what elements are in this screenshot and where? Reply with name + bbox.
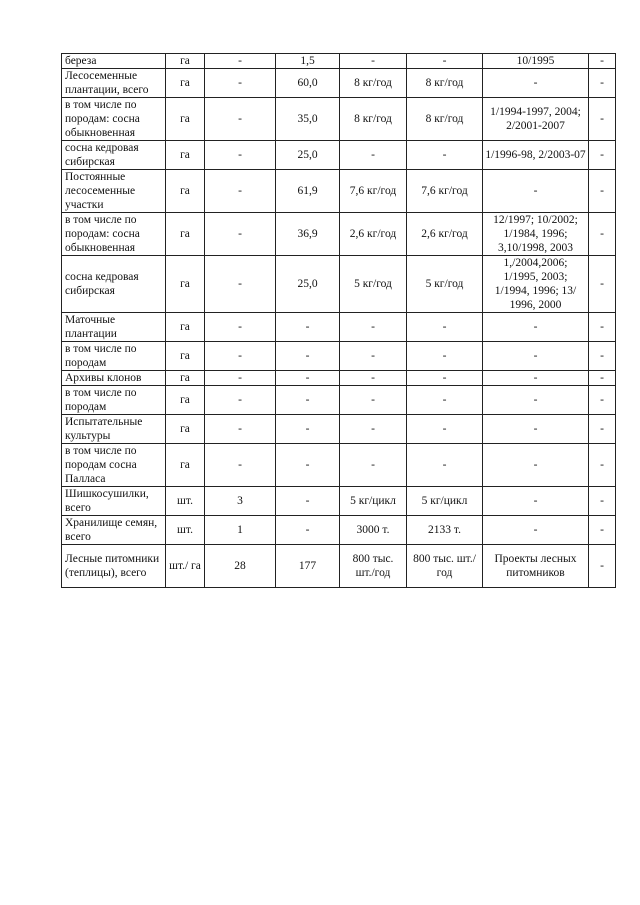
col5-cell: - [340,415,407,444]
col4-cell: - [276,444,340,487]
table-row [62,487,616,516]
col5-cell: - [340,371,407,386]
years-cell: - [483,313,589,342]
category-cell: сосна кедровая сибирская [62,256,166,313]
unit-cell: га [166,98,205,141]
col4-cell: 61,9 [276,170,340,213]
years-cell: - [483,386,589,415]
years-cell: 1/1996-98, 2/2003-07 [483,141,589,170]
col5-cell: - [340,386,407,415]
years-cell: - [483,371,589,386]
unit-cell: га [166,371,205,386]
col5-cell: 3000 т. [340,516,407,545]
table-row [62,516,616,545]
col4-cell: 177 [276,545,340,588]
col3-cell: - [205,313,276,342]
col6-cell: 8 кг/год [407,98,483,141]
col3-cell: - [205,170,276,213]
category-cell: Лесосеменные плантации, всего [62,69,166,98]
last-cell: - [589,487,616,516]
col6-cell: 2133 т. [407,516,483,545]
category-cell: Испытательные культуры [62,415,166,444]
table-row [62,69,616,98]
col3-cell: - [205,386,276,415]
col6-cell: 800 тыс. шт./год [407,545,483,588]
table-row [62,371,616,386]
col5-cell: 5 кг/год [340,256,407,313]
years-cell: Проекты лесных питомников [483,545,589,588]
category-cell: Архивы клонов [62,371,166,386]
category-cell: в том числе по породам [62,342,166,371]
category-cell: в том числе по породам сосна Палласа [62,444,166,487]
unit-cell: шт. [166,487,205,516]
unit-cell: га [166,69,205,98]
col6-cell: - [407,141,483,170]
col5-cell: 8 кг/год [340,69,407,98]
unit-cell: га [166,170,205,213]
last-cell: - [589,386,616,415]
years-cell: - [483,444,589,487]
last-cell: - [589,69,616,98]
col4-cell: 36,9 [276,213,340,256]
col6-cell: - [407,313,483,342]
col3-cell: - [205,98,276,141]
category-cell: в том числе по породам [62,386,166,415]
unit-cell: га [166,313,205,342]
col3-cell: - [205,213,276,256]
table-row [62,444,616,487]
years-cell: - [483,516,589,545]
data-table [61,53,616,588]
col4-cell: - [276,371,340,386]
col6-cell: 5 кг/цикл [407,487,483,516]
col6-cell: 2,6 кг/год [407,213,483,256]
last-cell: - [589,170,616,213]
col5-cell: - [340,313,407,342]
col4-cell: - [276,342,340,371]
col5-cell: 5 кг/цикл [340,487,407,516]
unit-cell: га [166,213,205,256]
category-cell: береза [62,54,166,69]
col3-cell: - [205,342,276,371]
last-cell: - [589,342,616,371]
table-row [62,415,616,444]
years-cell: 10/1995 [483,54,589,69]
unit-cell: га [166,256,205,313]
table-row [62,98,616,141]
last-cell: - [589,371,616,386]
col4-cell: 25,0 [276,256,340,313]
col6-cell: - [407,54,483,69]
last-cell: - [589,415,616,444]
col5-cell: 2,6 кг/год [340,213,407,256]
last-cell: - [589,444,616,487]
table-body [62,54,616,588]
table-row [62,213,616,256]
years-cell: - [483,487,589,516]
table-row [62,141,616,170]
col3-cell: - [205,444,276,487]
category-cell: Хранилище семян, всего [62,516,166,545]
years-cell: - [483,170,589,213]
last-cell: - [589,256,616,313]
col3-cell: 1 [205,516,276,545]
col4-cell: 35,0 [276,98,340,141]
col4-cell: - [276,487,340,516]
table-row [62,256,616,313]
col3-cell: 3 [205,487,276,516]
table-row [62,313,616,342]
table-row [62,342,616,371]
years-cell: 1,/2004,2006; 1/1995, 2003; 1/1994, 1996; 13/ 1996, 2000 [483,256,589,313]
col4-cell: 25,0 [276,141,340,170]
category-cell: Маточные плантации [62,313,166,342]
col6-cell: 8 кг/год [407,69,483,98]
col6-cell: - [407,342,483,371]
col4-cell: - [276,386,340,415]
table-row [62,170,616,213]
col3-cell: - [205,256,276,313]
col3-cell: - [205,54,276,69]
col5-cell: 800 тыс. шт./год [340,545,407,588]
years-cell: 12/1997; 10/2002; 1/1984, 1996; 3,10/1998, 2003 [483,213,589,256]
table-row [62,54,616,69]
col6-cell: 7,6 кг/год [407,170,483,213]
col4-cell: - [276,415,340,444]
last-cell: - [589,545,616,588]
col3-cell: - [205,69,276,98]
col5-cell: - [340,54,407,69]
col6-cell: - [407,415,483,444]
years-cell: 1/1994-1997, 2004; 2/2001-2007 [483,98,589,141]
col3-cell: - [205,371,276,386]
last-cell: - [589,313,616,342]
unit-cell: га [166,141,205,170]
years-cell: - [483,342,589,371]
col3-cell: - [205,415,276,444]
category-cell: сосна кедровая сибирская [62,141,166,170]
col6-cell: - [407,371,483,386]
unit-cell: шт./ га [166,545,205,588]
col6-cell: 5 кг/год [407,256,483,313]
table-row [62,545,616,588]
col4-cell: - [276,313,340,342]
years-cell: - [483,415,589,444]
col6-cell: - [407,444,483,487]
col3-cell: - [205,141,276,170]
last-cell: - [589,98,616,141]
col6-cell: - [407,386,483,415]
col5-cell: 8 кг/год [340,98,407,141]
last-cell: - [589,141,616,170]
col5-cell: - [340,342,407,371]
col5-cell: - [340,444,407,487]
col4-cell: 60,0 [276,69,340,98]
col3-cell: 28 [205,545,276,588]
col5-cell: - [340,141,407,170]
category-cell: в том числе по породам: сосна обыкновенная [62,213,166,256]
category-cell: Лесные питомники (теплицы), всего [62,545,166,588]
unit-cell: га [166,415,205,444]
category-cell: в том числе по породам: сосна обыкновенная [62,98,166,141]
unit-cell: шт. [166,516,205,545]
category-cell: Шишкосушилки, всего [62,487,166,516]
years-cell: - [483,69,589,98]
category-cell: Постоянные лесосеменные участки [62,170,166,213]
last-cell: - [589,213,616,256]
unit-cell: га [166,342,205,371]
table-row [62,386,616,415]
last-cell: - [589,54,616,69]
col5-cell: 7,6 кг/год [340,170,407,213]
col4-cell: - [276,516,340,545]
unit-cell: га [166,54,205,69]
unit-cell: га [166,386,205,415]
last-cell: - [589,516,616,545]
unit-cell: га [166,444,205,487]
col4-cell: 1,5 [276,54,340,69]
